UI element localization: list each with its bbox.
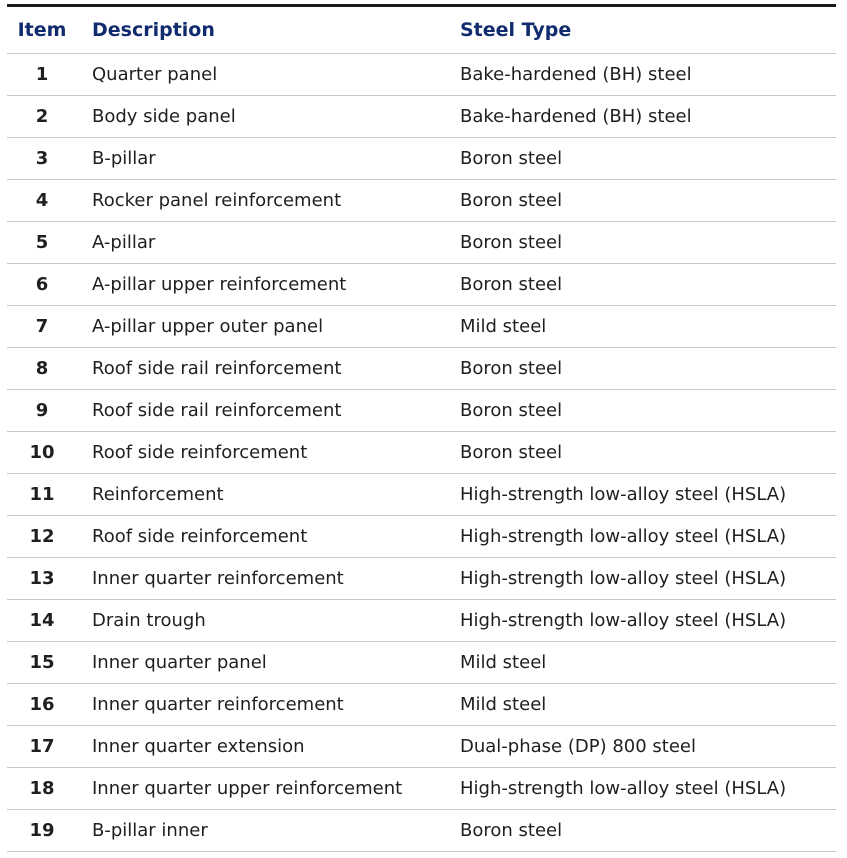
table-row bbox=[7, 642, 836, 684]
item-description: Roof side rail reinforcement bbox=[85, 348, 453, 390]
table-row bbox=[7, 96, 836, 138]
item-steel-type: Boron steel bbox=[453, 138, 836, 180]
item-steel-type: Dual-phase (DP) 800 steel bbox=[453, 726, 836, 768]
item-description: B-pillar bbox=[85, 138, 453, 180]
item-steel-type: High-strength low-alloy steel (HSLA) bbox=[453, 474, 836, 516]
item-description: Roof side rail reinforcement bbox=[85, 390, 453, 432]
item-number: 13 bbox=[7, 558, 85, 600]
item-number: 16 bbox=[7, 684, 85, 726]
item-number: 12 bbox=[7, 516, 85, 558]
item-steel-type: Boron steel bbox=[453, 432, 836, 474]
item-description: Drain trough bbox=[85, 600, 453, 642]
item-description: Inner quarter reinforcement bbox=[85, 684, 453, 726]
table-header-row bbox=[7, 7, 836, 54]
item-number: 1 bbox=[7, 54, 85, 96]
item-number: 19 bbox=[7, 810, 85, 852]
item-steel-type: Boron steel bbox=[453, 180, 836, 222]
item-number: 4 bbox=[7, 180, 85, 222]
item-number: 8 bbox=[7, 348, 85, 390]
item-steel-type: Boron steel bbox=[453, 222, 836, 264]
item-steel-type: Boron steel bbox=[453, 264, 836, 306]
table-row bbox=[7, 432, 836, 474]
table-row bbox=[7, 54, 836, 96]
steel-type-table-container bbox=[7, 4, 836, 852]
header-item: Item bbox=[7, 7, 85, 54]
table-row bbox=[7, 810, 836, 852]
item-description: Reinforcement bbox=[85, 474, 453, 516]
item-number: 2 bbox=[7, 96, 85, 138]
item-steel-type: Bake-hardened (BH) steel bbox=[453, 96, 836, 138]
table-row bbox=[7, 180, 836, 222]
table-row bbox=[7, 726, 836, 768]
item-steel-type: High-strength low-alloy steel (HSLA) bbox=[453, 768, 836, 810]
table-row bbox=[7, 516, 836, 558]
item-steel-type: Mild steel bbox=[453, 642, 836, 684]
item-description: A-pillar bbox=[85, 222, 453, 264]
item-description: Rocker panel reinforcement bbox=[85, 180, 453, 222]
item-steel-type: Mild steel bbox=[453, 306, 836, 348]
item-description: Body side panel bbox=[85, 96, 453, 138]
item-number: 9 bbox=[7, 390, 85, 432]
table-row bbox=[7, 390, 836, 432]
item-steel-type: Mild steel bbox=[453, 684, 836, 726]
item-number: 6 bbox=[7, 264, 85, 306]
item-description: Roof side reinforcement bbox=[85, 432, 453, 474]
item-steel-type: High-strength low-alloy steel (HSLA) bbox=[453, 558, 836, 600]
table-row bbox=[7, 306, 836, 348]
item-number: 7 bbox=[7, 306, 85, 348]
header-steel-type: Steel Type bbox=[453, 7, 836, 54]
item-number: 17 bbox=[7, 726, 85, 768]
table-row bbox=[7, 138, 836, 180]
table-row bbox=[7, 768, 836, 810]
item-number: 15 bbox=[7, 642, 85, 684]
table-row bbox=[7, 474, 836, 516]
item-steel-type: Boron steel bbox=[453, 348, 836, 390]
item-number: 11 bbox=[7, 474, 85, 516]
table-row bbox=[7, 600, 836, 642]
item-steel-type: Boron steel bbox=[453, 810, 836, 852]
table-row bbox=[7, 264, 836, 306]
item-description: A-pillar upper reinforcement bbox=[85, 264, 453, 306]
item-number: 18 bbox=[7, 768, 85, 810]
item-number: 5 bbox=[7, 222, 85, 264]
item-steel-type: Bake-hardened (BH) steel bbox=[453, 54, 836, 96]
item-description: Roof side reinforcement bbox=[85, 516, 453, 558]
item-number: 14 bbox=[7, 600, 85, 642]
table-body bbox=[7, 54, 836, 852]
item-description: A-pillar upper outer panel bbox=[85, 306, 453, 348]
item-steel-type: High-strength low-alloy steel (HSLA) bbox=[453, 600, 836, 642]
item-description: B-pillar inner bbox=[85, 810, 453, 852]
item-description: Inner quarter extension bbox=[85, 726, 453, 768]
steel-type-table bbox=[7, 7, 836, 852]
item-description: Inner quarter reinforcement bbox=[85, 558, 453, 600]
table-row bbox=[7, 558, 836, 600]
item-description: Inner quarter upper reinforcement bbox=[85, 768, 453, 810]
item-description: Inner quarter panel bbox=[85, 642, 453, 684]
item-description: Quarter panel bbox=[85, 54, 453, 96]
item-number: 10 bbox=[7, 432, 85, 474]
table-row bbox=[7, 222, 836, 264]
table-row bbox=[7, 684, 836, 726]
header-description: Description bbox=[85, 7, 453, 54]
item-steel-type: High-strength low-alloy steel (HSLA) bbox=[453, 516, 836, 558]
table-row bbox=[7, 348, 836, 390]
item-steel-type: Boron steel bbox=[453, 390, 836, 432]
item-number: 3 bbox=[7, 138, 85, 180]
